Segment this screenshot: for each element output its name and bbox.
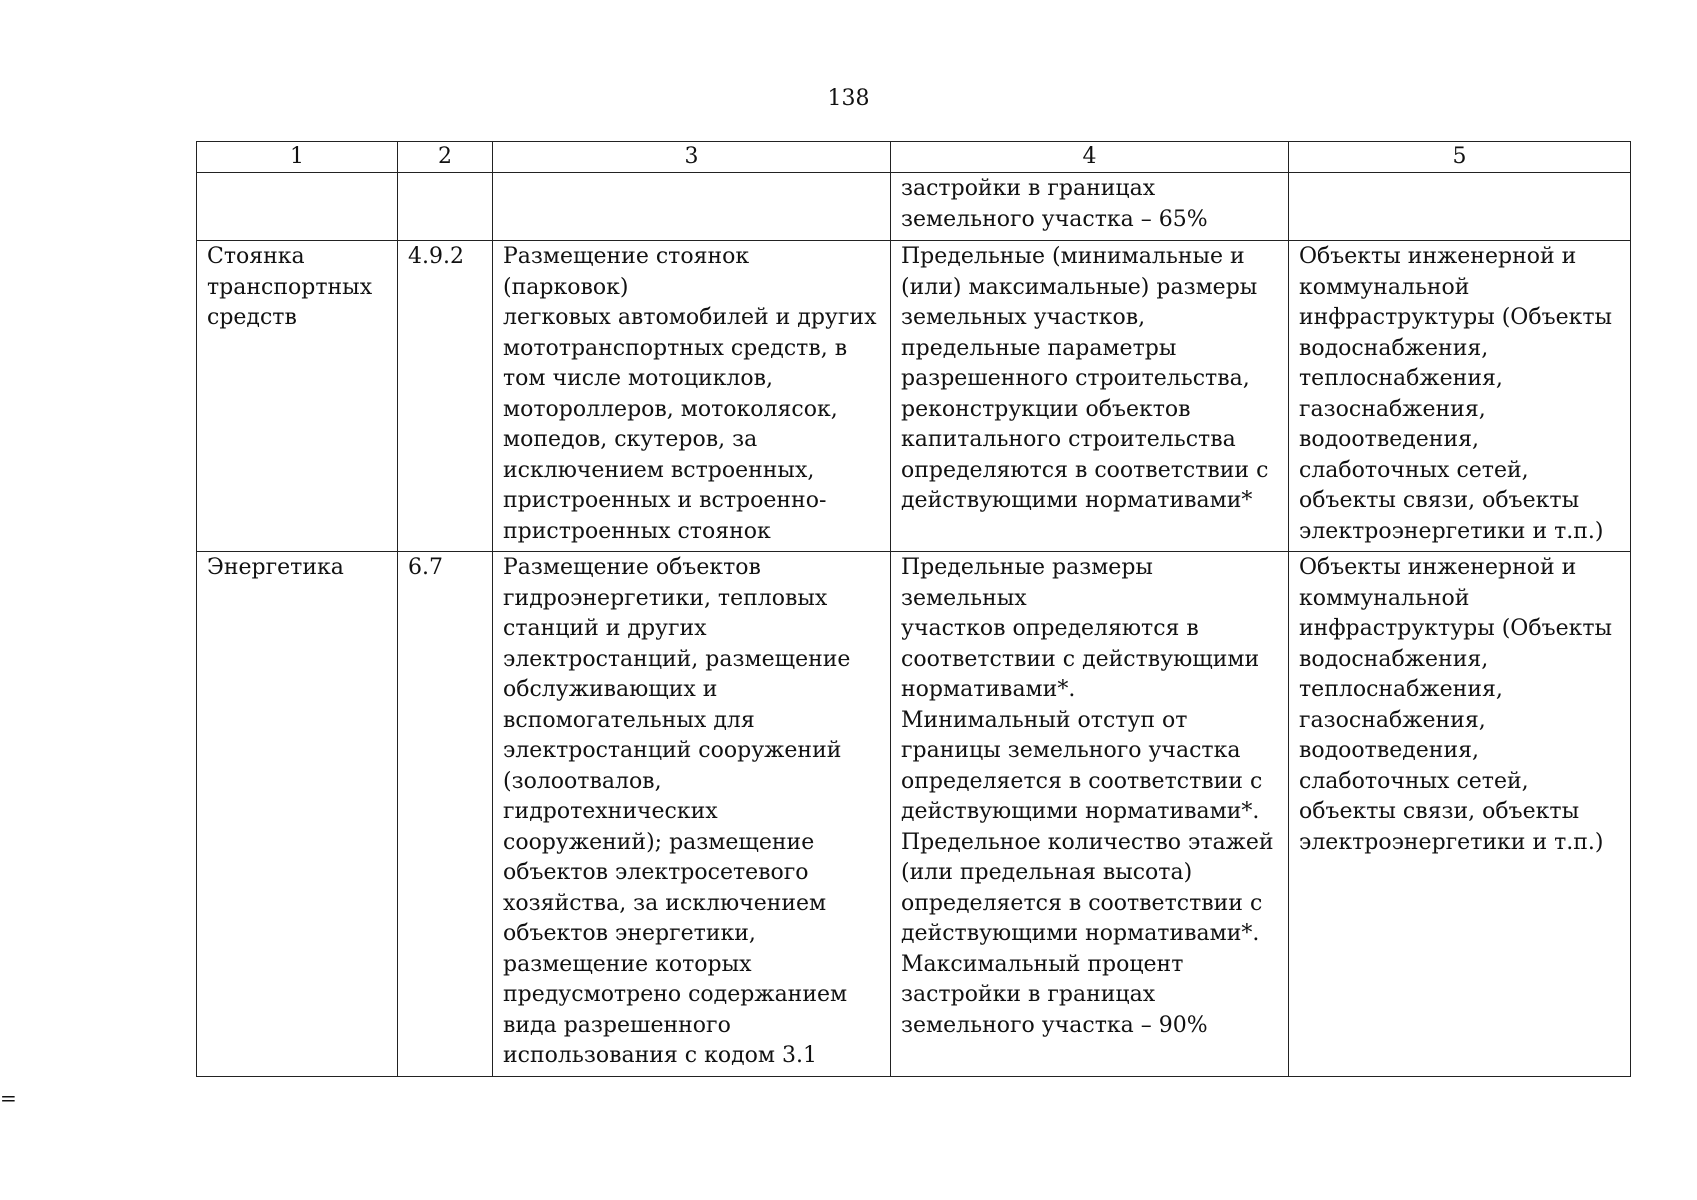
cell-auxiliary-uses: Объекты инженерной и коммунальной инфраструктуры (Объекты водоснабжения, теплоснабжения, газоснабжения, водоотведения, слаботочных сетей, объекты связи, объекты электроэнергетики и т.п.) [1289,552,1631,1077]
cell-parameters: застройки в границах земельного участка – 65% [891,173,1289,241]
table-row [197,173,1631,241]
cell-name: Энергетика [197,552,398,1077]
column-header: 4 [891,142,1289,173]
cell-code [398,173,493,241]
page-number: 138 [827,86,870,111]
cell-description: Размещение стоянок (парковок) легковых автомобилей и других мототранспортных средств, в том числе мотоциклов, мотороллеров, мотоколясок, мопедов, скутеров, за исключением встроенных, пристроенных и встроенно- пристроенных стоянок [493,241,891,552]
cell-name: Стоянка транспортных средств [197,241,398,552]
column-header: 3 [493,142,891,173]
cell-description [493,173,891,241]
column-header: 5 [1289,142,1631,173]
table-header-row [197,142,1631,173]
cell-name [197,173,398,241]
land-use-table [196,141,1631,1077]
table-row [197,241,1631,552]
cell-parameters: Предельные размеры земельных участков определяются в соответствии с действующими нормативами*. Минимальный отступ от границы земельного участка определяется в соответствии с действующими нормативами*. Предельное количество этажей (или предельная высота) определяется в соответствии с действующими нормативами*. Максимальный процент застройки в границах земельного участка – 90% [891,552,1289,1077]
cell-code: 4.9.2 [398,241,493,552]
cell-auxiliary-uses [1289,173,1631,241]
cell-code: 6.7 [398,552,493,1077]
table-row [197,552,1631,1077]
column-header: 1 [197,142,398,173]
cell-parameters: Предельные (минимальные и (или) максимальные) размеры земельных участков, предельные параметры разрешенного строительства, реконструкции объектов капитального строительства определяются в соответствии с действующими нормативами* [891,241,1289,552]
cell-auxiliary-uses: Объекты инженерной и коммунальной инфраструктуры (Объекты водоснабжения, теплоснабжения, газоснабжения, водоотведения, слаботочных сетей, объекты связи, объекты электроэнергетики и т.п.) [1289,241,1631,552]
margin-mark: = [0,1086,17,1110]
cell-description: Размещение объектов гидроэнергетики, тепловых станций и других электростанций, размещение обслуживающих и вспомогательных для электростанций сооружений (золоотвалов, гидротехнических сооружений); размещение объектов электросетевого хозяйства, за исключением объектов энергетики, размещение которых предусмотрено содержанием вида разрешенного использования с кодом 3.1 [493,552,891,1077]
column-header: 2 [398,142,493,173]
